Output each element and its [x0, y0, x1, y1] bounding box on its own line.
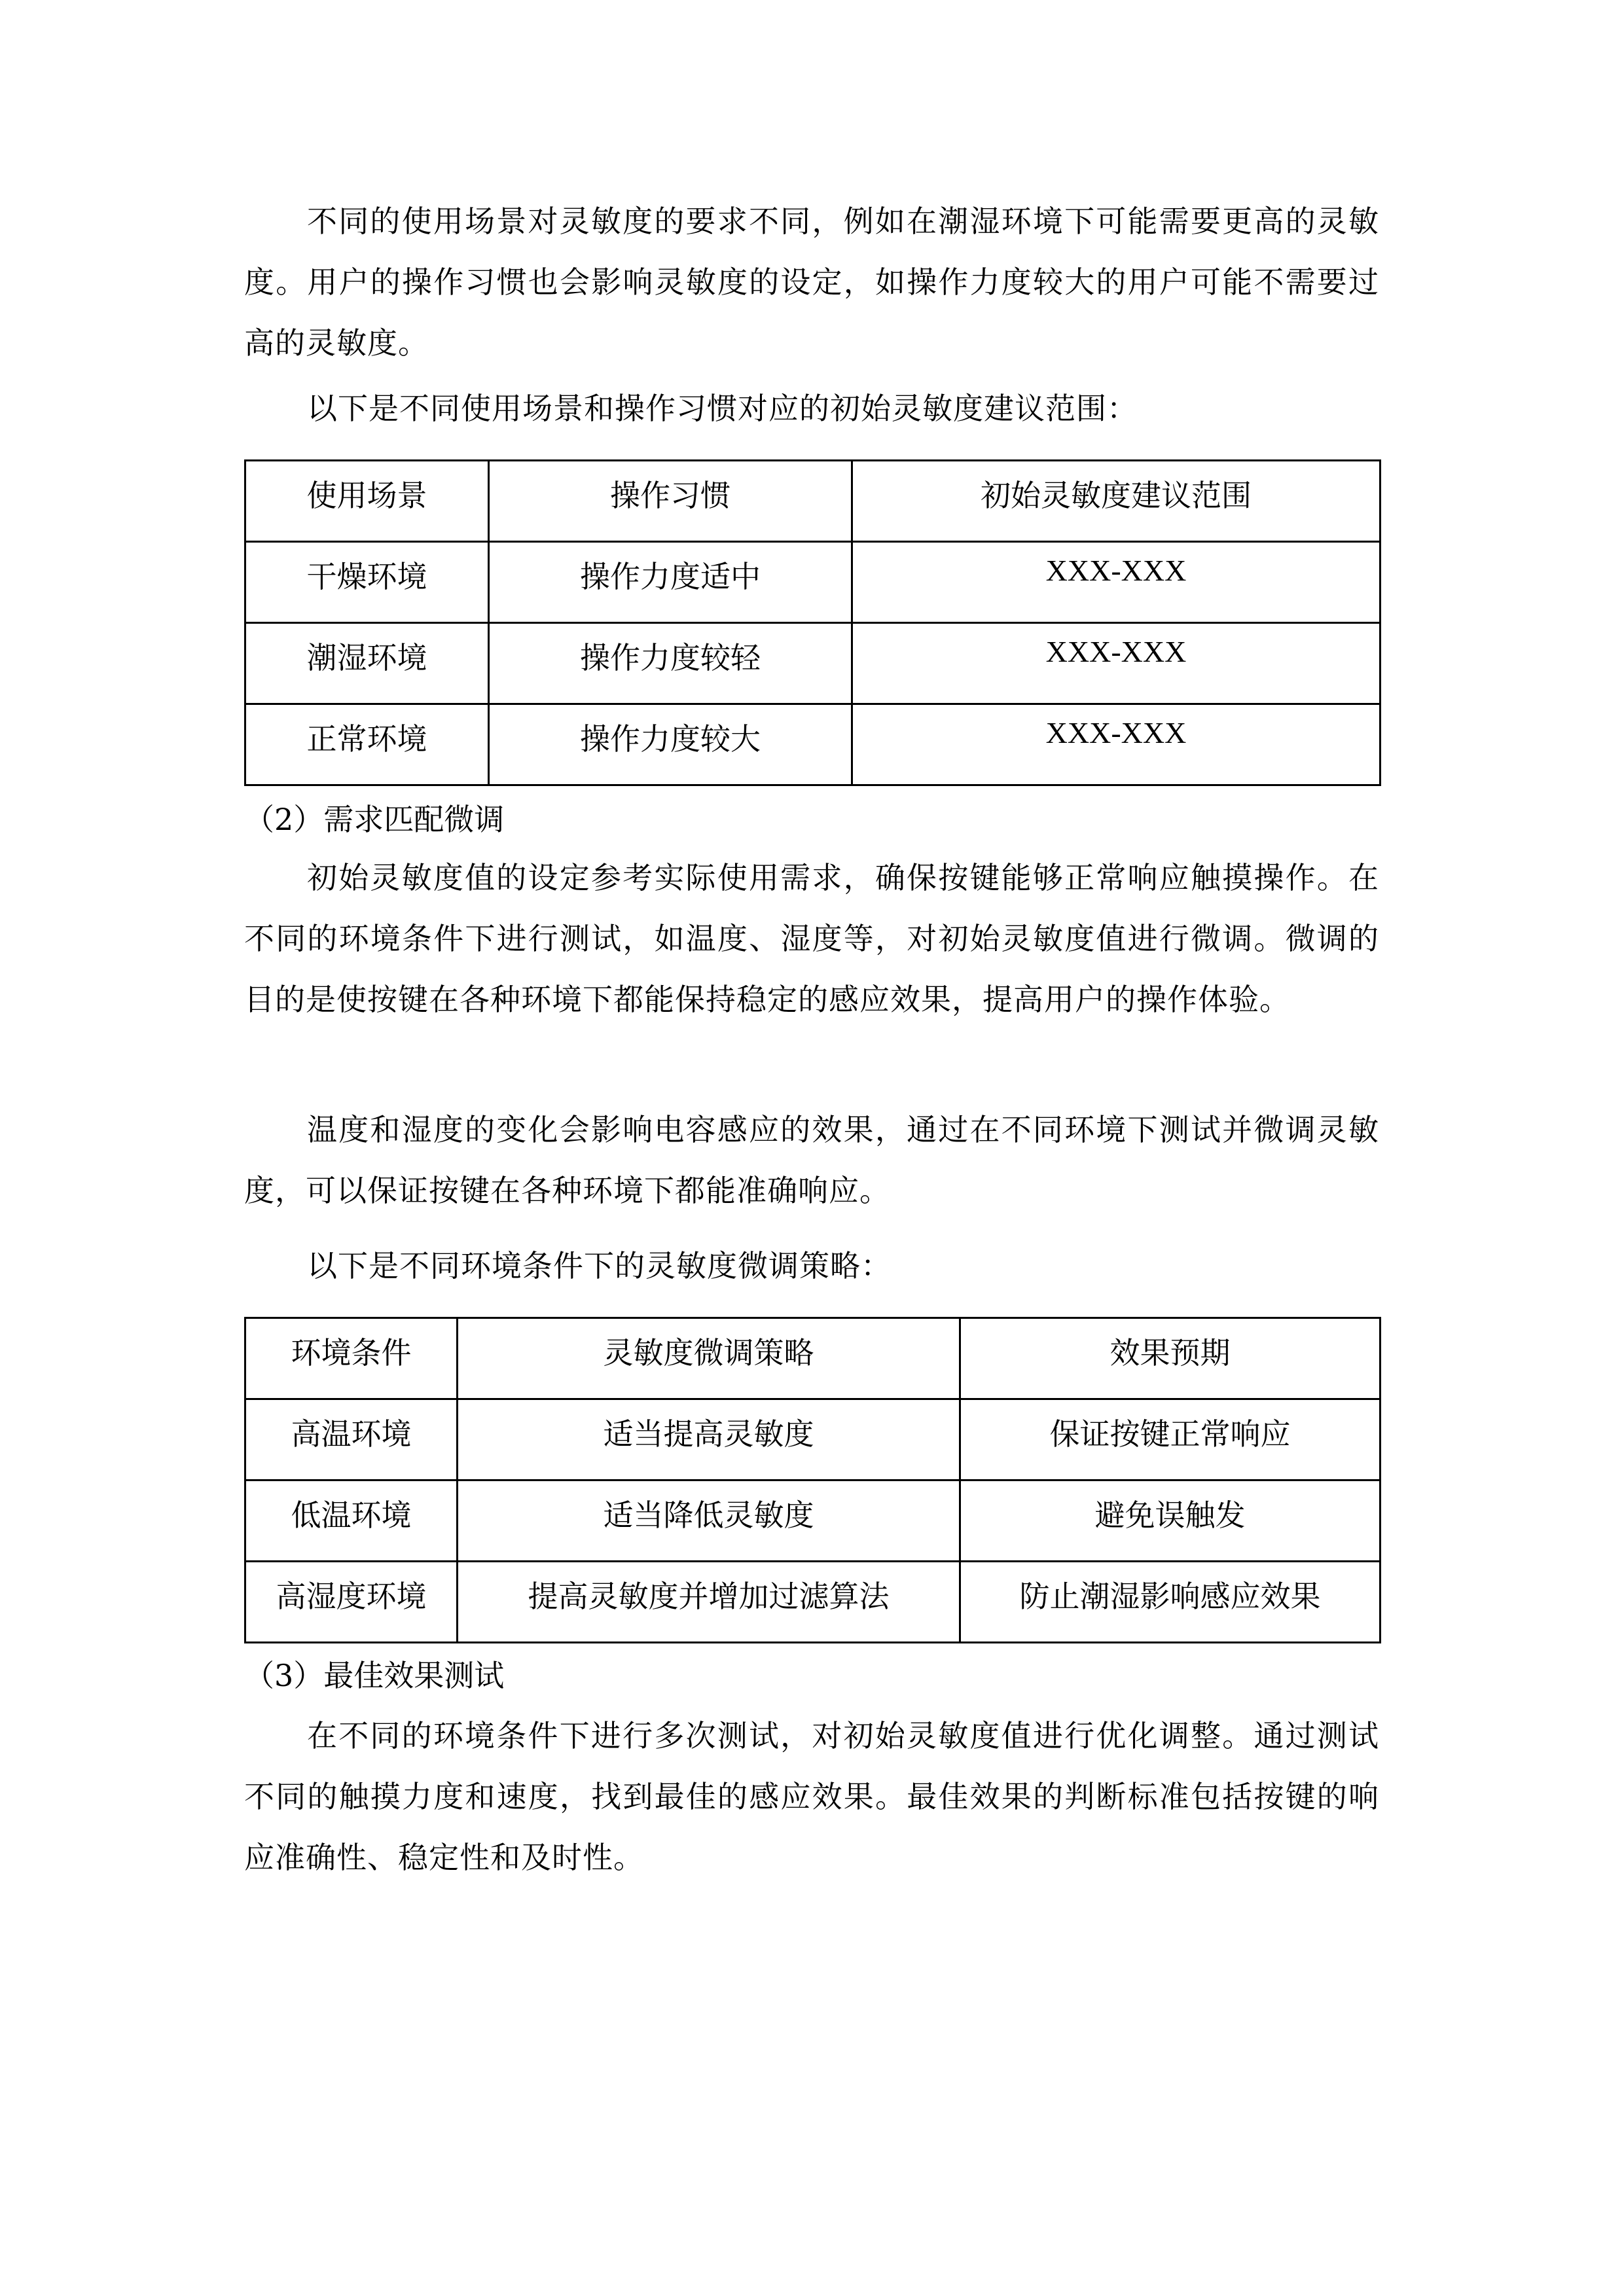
- table-cell: 适当降低灵敏度: [458, 1480, 960, 1562]
- section-heading-3: （3）最佳效果测试: [244, 1658, 505, 1693]
- header-cell: 操作习惯: [489, 461, 852, 542]
- table-cell: 防止潮湿影响感应效果: [960, 1562, 1380, 1643]
- header-cell: 灵敏度微调策略: [458, 1318, 960, 1399]
- table-cell: 干燥环境: [245, 542, 489, 623]
- table-cell: 提高灵敏度并增加过滤算法: [458, 1562, 960, 1643]
- table-row: [245, 1562, 1380, 1643]
- table-cell: 操作力度适中: [489, 542, 852, 623]
- table-header-row: [245, 461, 1380, 542]
- table-row: [245, 542, 1380, 623]
- initial-sensitivity-table: [244, 459, 1381, 786]
- paragraph-table1-intro: 以下是不同使用场景和操作习惯对应的初始灵敏度建议范围：: [307, 391, 1138, 426]
- table-header-row: [245, 1318, 1380, 1399]
- table-cell: 高温环境: [245, 1399, 458, 1480]
- header-cell: 初始灵敏度建议范围: [852, 461, 1380, 542]
- paragraph-best-effect-test: 在不同的环境条件下进行多次测试，对初始灵敏度值进行优化调整。通过测试不同的触摸力度和速度，找到最佳的感应效果。最佳效果的判断标准包括按键的响应准确性、稳定性和及时性。: [244, 1718, 1379, 1875]
- table-row: [245, 1399, 1380, 1480]
- table-cell: 避免误触发: [960, 1480, 1380, 1562]
- table-cell: 保证按键正常响应: [960, 1399, 1380, 1480]
- table-row: [245, 1480, 1380, 1562]
- paragraph-table2-intro: 以下是不同环境条件下的灵敏度微调策略：: [307, 1248, 892, 1283]
- section-heading-2: （2）需求匹配微调: [244, 802, 505, 837]
- tuning-strategy-table: [244, 1317, 1381, 1643]
- table-cell: 正常环境: [245, 704, 489, 785]
- header-cell: 效果预期: [960, 1318, 1380, 1399]
- paragraph-scenario-requirements: 不同的使用场景对灵敏度的要求不同，例如在潮湿环境下可能需要更高的灵敏度。用户的操作习惯也会影响灵敏度的设定，如操作力度较大的用户可能不需要过高的灵敏度。: [244, 204, 1379, 361]
- table-cell: XXX-XXX: [852, 542, 1380, 623]
- table-cell: 适当提高灵敏度: [458, 1399, 960, 1480]
- table-row: [245, 623, 1380, 704]
- table-cell: XXX-XXX: [852, 623, 1380, 704]
- table-cell: 潮湿环境: [245, 623, 489, 704]
- table-cell: 高湿度环境: [245, 1562, 458, 1643]
- table-row: [245, 704, 1380, 785]
- table-cell: 操作力度较轻: [489, 623, 852, 704]
- table-cell: XXX-XXX: [852, 704, 1380, 785]
- paragraph-temperature-humidity: 温度和湿度的变化会影响电容感应的效果，通过在不同环境下测试并微调灵敏度，可以保证按键在各种环境下都能准确响应。: [244, 1112, 1379, 1208]
- table-cell: 操作力度较大: [489, 704, 852, 785]
- header-cell: 使用场景: [245, 461, 489, 542]
- paragraph-requirement-tuning: 初始灵敏度值的设定参考实际使用需求，确保按键能够正常响应触摸操作。在不同的环境条件下进行测试，如温度、湿度等，对初始灵敏度值进行微调。微调的目的是使按键在各种环境下都能保持稳定的感应效果，提高用户的操作体验。: [244, 860, 1379, 1017]
- header-cell: 环境条件: [245, 1318, 458, 1399]
- table-cell: 低温环境: [245, 1480, 458, 1562]
